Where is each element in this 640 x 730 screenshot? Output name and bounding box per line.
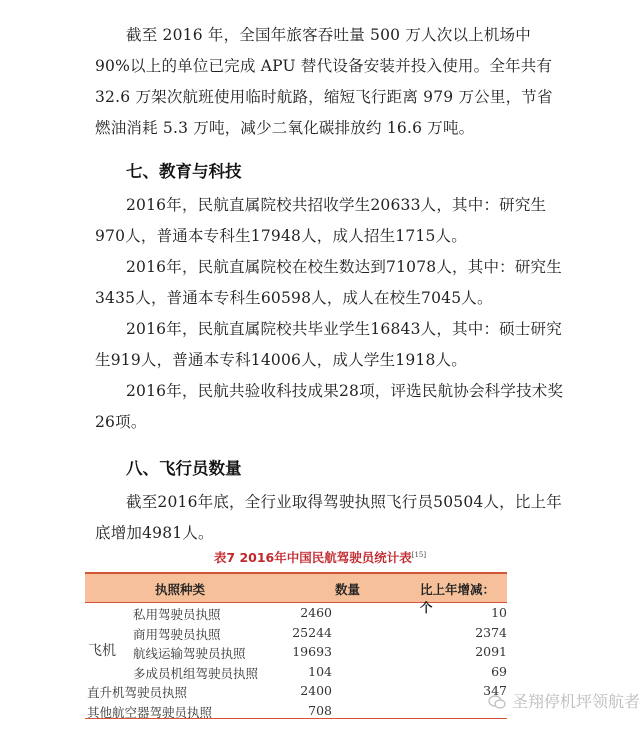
cell-change: 10 <box>491 605 507 620</box>
table-row <box>85 603 507 623</box>
table-row <box>85 642 507 662</box>
paragraph-students: 2016年，民航直属院校在校生数达到71078人，其中：研究生3435人，普通本专科生60598人，成人在校生7045人。 <box>95 258 562 307</box>
cell-count: 104 <box>308 663 332 679</box>
paragraph-graduates: 2016年，民航直属院校共毕业学生16843人，其中：硕士研究生919人，普通本专科14006人，成人学生1918人。 <box>95 320 562 369</box>
cell-count: 2460 <box>300 605 332 620</box>
table-row <box>85 623 507 643</box>
pilot-stats-table <box>85 572 507 720</box>
header-count: 数量 <box>335 582 361 597</box>
cell-license: 私用驾驶员执照 <box>133 607 221 622</box>
paragraph-research: 2016年，民航共验收科技成果28项，评选民航协会科学技术奖26项。 <box>95 382 564 431</box>
group-label-airplane: 飞机 <box>88 643 116 659</box>
table-reference: [15] <box>411 550 427 559</box>
cell-change: 347 <box>483 683 507 698</box>
cell-license: 直升机驾驶员执照 <box>87 685 188 700</box>
watermark <box>488 689 640 712</box>
paragraph-pilot-count: 截至2016年底，全行业取得驾驶执照飞行员50504人，比上年底增加4981人。 <box>95 493 562 542</box>
cell-license: 商用驾驶员执照 <box>133 626 221 642</box>
cell-count: 19693 <box>292 644 332 659</box>
paragraph-enrollment: 2016年，民航直属院校共招收学生20633人，其中：研究生970人，普通本专科生17948人，成人招生1715人。 <box>95 196 547 245</box>
cell-count: 708 <box>308 702 332 718</box>
section-heading-education: 七、教育与科技 <box>126 162 242 181</box>
cell-count: 2400 <box>300 683 332 698</box>
table-title-text: 表7 2016年中国民航驾驶员统计表 <box>213 550 412 565</box>
paragraph-emissions: 截至 2016 年，全国年旅客吞吐量 500 万人次以上机场中 90%以上的单位已完成 APU 替代设备安装并投入使用。全年共有 32.6 万架次航班使用临时航路，缩短飞行距离 979 万公里，节省燃油消耗 5.3 万吨，减少二氧化碳排放约 16.6 万吨。 <box>95 26 553 137</box>
section-heading-pilots: 八、飞行员数量 <box>126 459 242 478</box>
table-row <box>85 662 507 682</box>
cell-change: 2091 <box>475 644 507 659</box>
cell-license: 航线运输驾驶员执照 <box>133 646 246 661</box>
header-license-type: 执照种类 <box>155 582 206 597</box>
cell-license: 多成员机组驾驶员执照 <box>133 665 259 681</box>
table-row <box>85 681 507 701</box>
cell-count: 25244 <box>292 624 332 640</box>
cell-change: 69 <box>491 663 507 679</box>
header-change: 比上年增减：个 <box>420 582 496 615</box>
table-bottom-rule <box>85 718 507 719</box>
watermark-text: 圣翔停机坪领航者 <box>512 692 640 711</box>
cell-license: 其他航空器驾驶员执照 <box>87 704 213 720</box>
table-title <box>0 548 640 566</box>
wechat-icon <box>488 695 506 709</box>
cell-change: 2374 <box>475 624 507 640</box>
